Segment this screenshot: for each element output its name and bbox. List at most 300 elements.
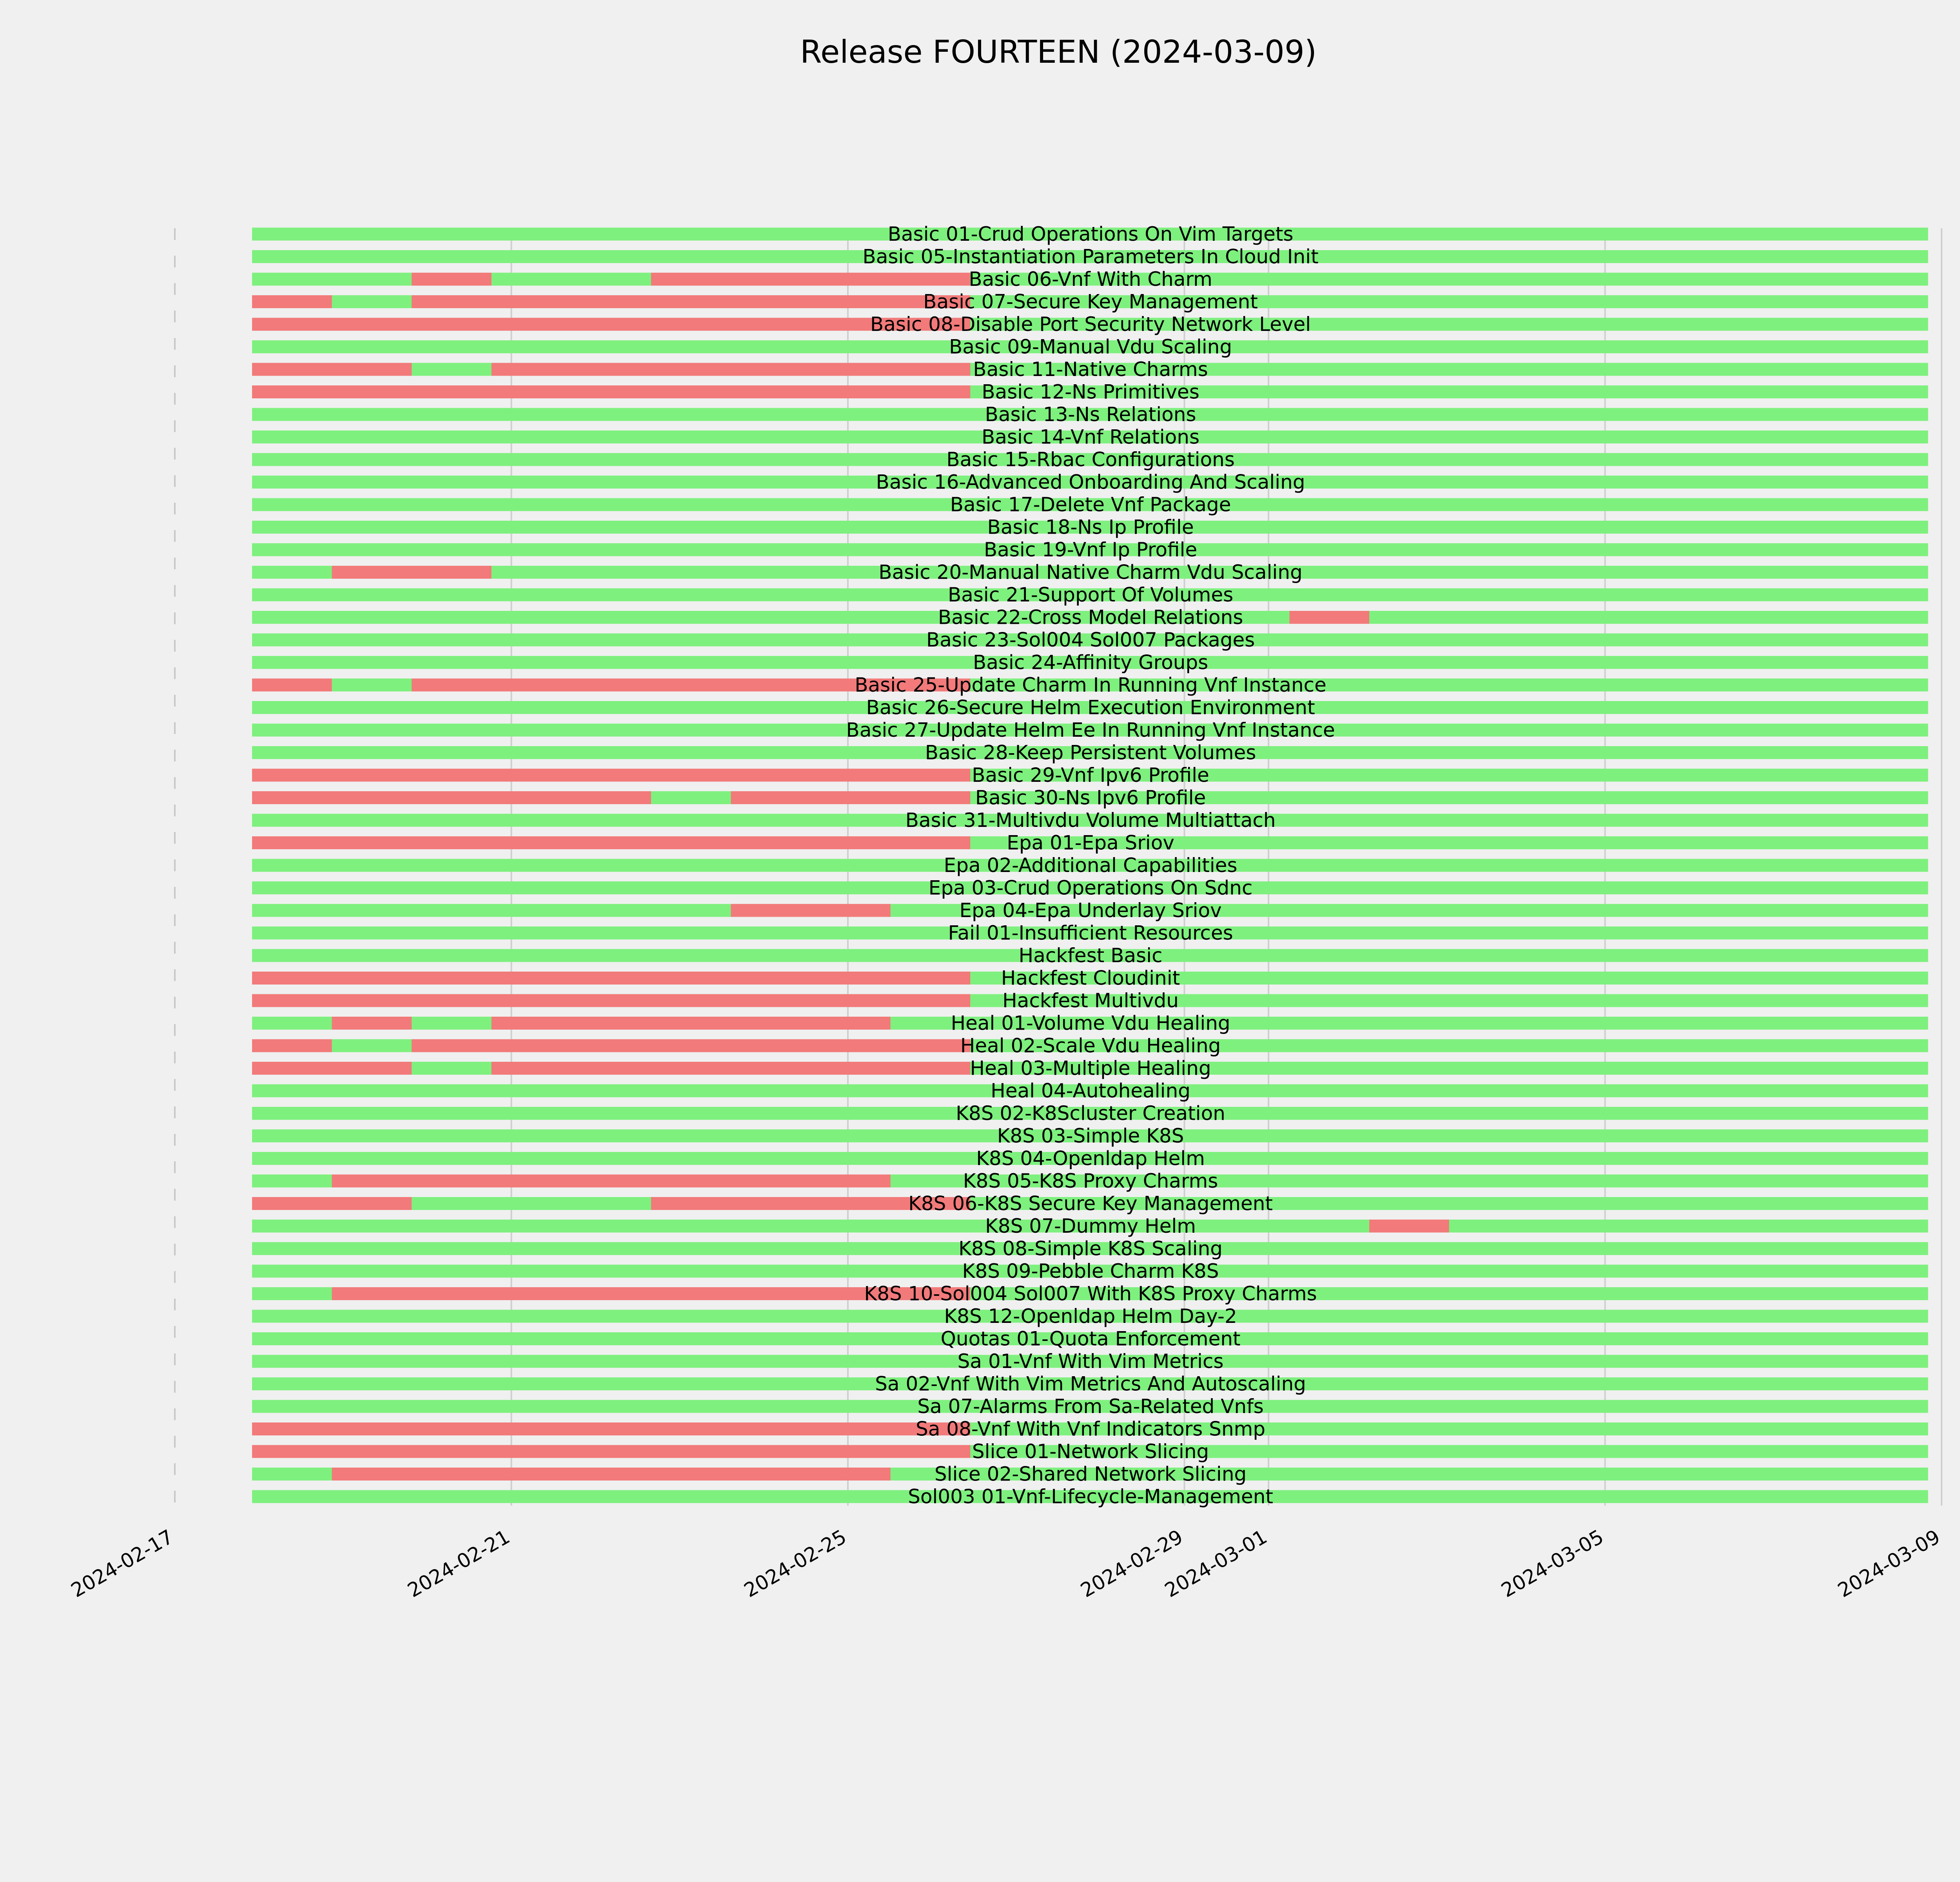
pass-segment [1609,1287,1689,1300]
fail-segment [332,1422,412,1435]
pass-segment [1210,521,1290,534]
pass-segment [1848,273,1928,286]
pass-segment [1449,656,1529,669]
pass-segment [492,589,572,601]
fail-segment [891,1445,971,1458]
pass-segment [1369,859,1449,872]
pass-segment [891,1220,971,1233]
pass-segment [1529,1130,1609,1143]
pass-segment [412,1242,492,1255]
pass-segment [1848,1220,1928,1233]
pass-segment [252,521,332,534]
pass-segment [1529,1197,1609,1210]
pass-segment [891,1152,971,1165]
fail-segment [492,1062,572,1075]
row-label: Heal 04-Autohealing [991,1079,1191,1102]
pass-segment [1688,949,1768,962]
pass-segment [332,453,412,466]
pass-segment [731,1085,811,1097]
pass-segment [412,1332,492,1345]
pass-segment [492,228,572,241]
fail-segment [731,679,811,692]
pass-segment [731,611,811,624]
pass-segment [412,363,492,376]
pass-segment [332,679,412,692]
pass-segment [1768,1400,1848,1413]
pass-segment [1210,1220,1290,1233]
pass-segment [731,656,811,669]
pass-segment [811,1355,891,1368]
pass-segment [332,724,412,737]
fail-segment [731,273,811,286]
pass-segment [412,1377,492,1390]
pass-segment [1529,385,1609,398]
pass-segment [571,589,651,601]
pass-segment [1449,1287,1529,1300]
pass-segment [891,904,971,917]
pass-segment [1449,791,1529,804]
pass-segment [1768,1287,1848,1300]
pass-segment [1848,904,1928,917]
pass-segment [1768,1445,1848,1458]
pass-segment [1688,1085,1768,1097]
x-tick-label: 2024-02-21 [403,1525,514,1602]
pass-segment [1529,634,1609,647]
pass-segment [492,1265,572,1278]
pass-segment [1688,926,1768,939]
pass-segment [1688,589,1768,601]
pass-segment [1848,1175,1928,1188]
pass-segment [1609,566,1689,579]
pass-segment [1688,1017,1768,1030]
pass-segment [1609,1490,1689,1503]
pass-segment [492,1242,572,1255]
pass-segment [252,611,332,624]
pass-segment [252,476,332,489]
pass-segment [891,949,971,962]
pass-segment [1529,972,1609,985]
pass-segment [1369,972,1449,985]
pass-segment [252,1130,332,1143]
pass-segment [1848,949,1928,962]
fail-segment [332,1062,412,1075]
pass-segment [1289,1220,1369,1233]
pass-segment [811,949,891,962]
fail-segment [571,295,651,308]
pass-segment [1768,1310,1848,1323]
pass-segment [1609,340,1689,353]
pass-segment [1289,1039,1369,1052]
fail-segment [891,769,971,782]
pass-segment [252,1017,332,1030]
pass-segment [1768,881,1848,894]
pass-segment [412,611,492,624]
pass-segment [1529,1175,1609,1188]
fail-segment [571,1175,651,1188]
pass-segment [332,1107,412,1120]
pass-segment [1848,228,1928,241]
pass-segment [1848,972,1928,985]
fail-segment [1289,611,1369,624]
pass-segment [1688,521,1768,534]
fail-segment [332,1175,412,1188]
pass-segment [1529,769,1609,782]
pass-segment [332,634,412,647]
pass-segment [1369,926,1449,939]
pass-segment [811,1085,891,1097]
pass-segment [1768,1017,1848,1030]
row-label: Basic 07-Secure Key Management [923,290,1258,313]
pass-segment [1848,1062,1928,1075]
pass-segment [252,701,332,714]
pass-segment [731,1490,811,1503]
pass-segment [1289,363,1369,376]
pass-segment [1529,1085,1609,1097]
row-label: Basic 24-Affinity Groups [973,651,1209,674]
pass-segment [891,1175,971,1188]
fail-segment [332,566,412,579]
pass-segment [1688,408,1768,421]
pass-segment [1529,476,1609,489]
pass-segment [1609,1197,1689,1210]
pass-segment [1289,1400,1369,1413]
pass-segment [571,746,651,759]
fail-segment [1369,1220,1449,1233]
pass-segment [1449,611,1529,624]
pass-segment [1449,746,1529,759]
fail-segment [571,836,651,849]
x-tick-label: 2024-02-25 [740,1525,850,1602]
pass-segment [1848,679,1928,692]
pass-segment [1369,1310,1449,1323]
fail-segment [252,994,332,1007]
pass-segment [1529,1107,1609,1120]
fail-segment [811,1062,891,1075]
pass-segment [1289,1445,1369,1458]
pass-segment [412,453,492,466]
pass-segment [731,566,811,579]
pass-segment [332,656,412,669]
pass-segment [1529,1017,1609,1030]
fail-segment [412,1039,492,1052]
pass-segment [1210,836,1290,849]
row-label: K8S 12-Openldap Helm Day-2 [944,1305,1237,1328]
row-label: Basic 29-Vnf Ipv6 Profile [972,764,1209,787]
pass-segment [1848,1265,1928,1278]
pass-segment [332,295,412,308]
pass-segment [412,949,492,962]
pass-segment [811,521,891,534]
pass-segment [332,476,412,489]
pass-segment [1529,994,1609,1007]
fail-segment [252,363,332,376]
pass-segment [1688,904,1768,917]
pass-segment [1768,385,1848,398]
fail-segment [731,1468,811,1481]
pass-segment [1768,1062,1848,1075]
pass-segment [1529,1490,1609,1503]
pass-segment [731,1310,811,1323]
pass-segment [1609,408,1689,421]
pass-segment [1289,634,1369,647]
pass-segment [1369,791,1449,804]
pass-segment [1848,926,1928,939]
pass-segment [412,701,492,714]
pass-segment [332,611,412,624]
pass-segment [252,926,332,939]
pass-segment [1609,1152,1689,1165]
pass-segment [1449,453,1529,466]
pass-segment [1848,881,1928,894]
pass-segment [1609,1062,1689,1075]
pass-segment [1848,1130,1928,1143]
pass-segment [1529,1355,1609,1368]
fail-segment [412,566,492,579]
pass-segment [1449,904,1529,917]
pass-segment [1449,431,1529,443]
pass-segment [1529,949,1609,962]
row-label: Basic 06-Vnf With Charm [969,268,1212,291]
fail-segment [651,1039,731,1052]
pass-segment [1369,836,1449,849]
pass-segment [1688,1152,1768,1165]
pass-segment [731,453,811,466]
pass-segment [1210,1265,1290,1278]
pass-segment [492,904,572,917]
pass-segment [1449,340,1529,353]
pass-segment [1688,1332,1768,1345]
pass-segment [1449,1422,1529,1435]
fail-segment [332,1445,412,1458]
fail-segment [571,1287,651,1300]
pass-segment [1289,656,1369,669]
pass-segment [332,1242,412,1255]
pass-segment [492,408,572,421]
fail-segment [731,1039,811,1052]
pass-segment [412,634,492,647]
pass-segment [1289,1197,1369,1210]
row-label: Epa 03-Crud Operations On Sdnc [928,876,1253,899]
pass-segment [412,1197,492,1210]
pass-segment [412,250,492,263]
pass-segment [1369,994,1449,1007]
pass-segment [1529,431,1609,443]
pass-segment [651,1490,731,1503]
pass-segment [1609,1332,1689,1345]
pass-segment [252,1265,332,1278]
pass-segment [1449,228,1529,241]
pass-segment [731,1242,811,1255]
pass-segment [412,746,492,759]
fail-segment [412,1468,492,1481]
fail-segment [651,972,731,985]
pass-segment [1369,1242,1449,1255]
pass-segment [1688,363,1768,376]
row-label: Heal 03-Multiple Healing [970,1057,1211,1080]
pass-segment [1609,318,1689,331]
pass-segment [1289,1175,1369,1188]
pass-segment [1688,972,1768,985]
pass-segment [1768,431,1848,443]
pass-segment [1289,1265,1369,1278]
timeline-rows [252,223,1928,1508]
pass-segment [1848,453,1928,466]
pass-segment [412,904,492,917]
fail-segment [492,1175,572,1188]
pass-segment [1449,1265,1529,1278]
pass-segment [492,1107,572,1120]
fail-segment [891,972,971,985]
pass-segment [731,1355,811,1368]
pass-segment [1768,1422,1848,1435]
pass-segment [731,228,811,241]
pass-segment [332,949,412,962]
pass-segment [412,1490,492,1503]
row-label: Sa 08-Vnf With Vnf Indicators Snmp [916,1417,1265,1441]
pass-segment [1768,1468,1848,1481]
fail-segment [891,273,971,286]
pass-segment [1609,1265,1689,1278]
pass-segment [1289,408,1369,421]
pass-segment [1289,769,1369,782]
pass-segment [1609,1310,1689,1323]
pass-segment [1688,476,1768,489]
pass-segment [651,1265,731,1278]
fail-segment [891,791,971,804]
pass-segment [492,1355,572,1368]
pass-segment [1369,814,1449,827]
pass-segment [1609,498,1689,511]
pass-segment [1688,1220,1768,1233]
pass-segment [1688,1175,1768,1188]
pass-segment [1369,1400,1449,1413]
fail-segment [571,994,651,1007]
pass-segment [1449,679,1529,692]
pass-segment [1529,521,1609,534]
pass-segment [1369,476,1449,489]
pass-segment [571,611,651,624]
fail-segment [651,1175,731,1188]
pass-segment [1289,1062,1369,1075]
pass-segment [1848,476,1928,489]
pass-segment [571,656,651,669]
pass-segment [1529,1332,1609,1345]
pass-segment [731,926,811,939]
pass-segment [811,431,891,443]
pass-segment [731,1107,811,1120]
pass-segment [252,634,332,647]
pass-segment [891,408,971,421]
x-tick-label: 2024-02-29 [1076,1525,1187,1602]
fail-segment [412,769,492,782]
pass-segment [1369,1039,1449,1052]
pass-segment [811,1220,891,1233]
pass-segment [1768,972,1848,985]
pass-segment [492,1197,572,1210]
pass-segment [1210,543,1290,556]
pass-segment [1688,1377,1768,1390]
fail-segment [492,769,572,782]
pass-segment [1768,498,1848,511]
fail-segment [811,791,891,804]
pass-segment [731,1377,811,1390]
pass-segment [731,1400,811,1413]
fail-segment [651,1197,731,1210]
pass-segment [1768,701,1848,714]
pass-segment [571,431,651,443]
fail-segment [412,1445,492,1458]
fail-segment [412,273,492,286]
pass-segment [1529,1400,1609,1413]
fail-segment [891,1062,971,1075]
row-label: Basic 25-Update Charm In Running Vnf Instance [855,674,1327,696]
fail-segment [571,1445,651,1458]
pass-segment [252,408,332,421]
pass-segment [1848,295,1928,308]
pass-segment [1529,340,1609,353]
pass-segment [811,881,891,894]
pass-segment [1369,679,1449,692]
fail-segment [332,791,412,804]
pass-segment [1210,1130,1290,1143]
fail-segment [891,363,971,376]
pass-segment [492,949,572,962]
pass-segment [1609,363,1689,376]
pass-segment [1609,769,1689,782]
pass-segment [731,589,811,601]
fail-segment [651,679,731,692]
pass-segment [332,408,412,421]
pass-segment [492,1152,572,1165]
fail-segment [492,972,572,985]
pass-segment [412,656,492,669]
pass-segment [332,881,412,894]
pass-segment [891,543,971,556]
pass-segment [492,250,572,263]
pass-segment [1688,1310,1768,1323]
pass-segment [1369,498,1449,511]
pass-segment [1609,1039,1689,1052]
pass-segment [1529,1287,1609,1300]
pass-segment [1688,385,1768,398]
pass-segment [1369,363,1449,376]
pass-segment [651,566,731,579]
pass-segment [651,859,731,872]
pass-segment [1609,431,1689,443]
pass-segment [1289,453,1369,466]
pass-segment [1609,926,1689,939]
pass-segment [731,1220,811,1233]
pass-segment [651,1107,731,1120]
row-label: Quotas 01-Quota Enforcement [940,1327,1241,1350]
pass-segment [1768,769,1848,782]
pass-segment [252,340,332,353]
pass-segment [412,1400,492,1413]
pass-segment [1848,634,1928,647]
pass-segment [651,1085,731,1097]
pass-segment [571,701,651,714]
pass-segment [811,1265,891,1278]
row-label: Hackfest Cloudinit [1001,966,1180,990]
pass-segment [1289,859,1369,872]
pass-segment [1848,566,1928,579]
fail-segment [731,836,811,849]
pass-segment [1768,476,1848,489]
pass-segment [492,814,572,827]
pass-segment [1609,273,1689,286]
fail-segment [651,318,731,331]
pass-segment [1449,318,1529,331]
